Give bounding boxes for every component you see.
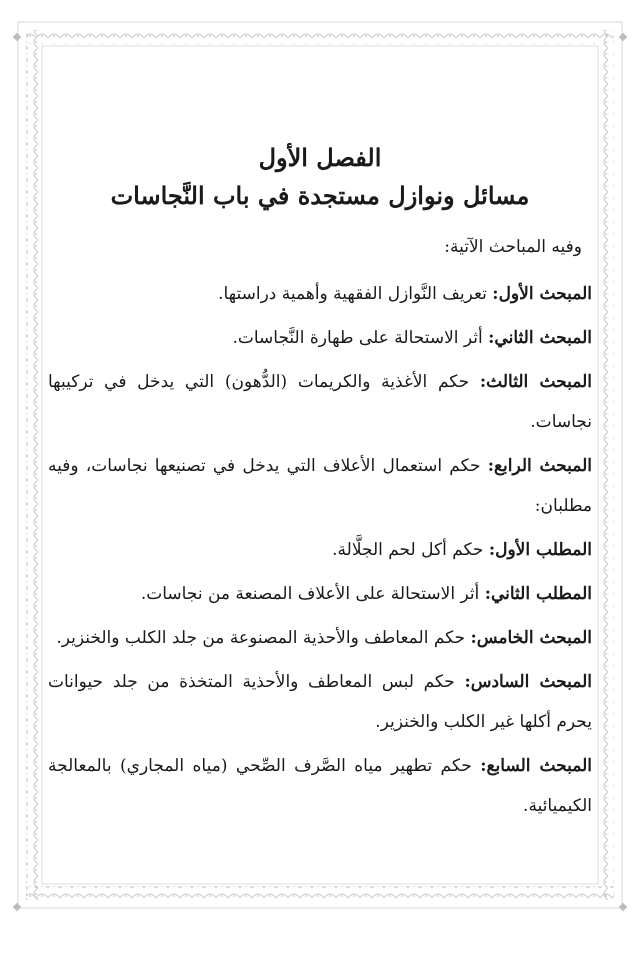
topic-label: المطلب الثاني: <box>484 584 592 604</box>
topic-text: حكم تطهير مياه الصَّرف الصِّحي (مياه المجاري) بالمعالجة الكيميائية. <box>48 756 592 816</box>
topic-text: أثر الاستحالة على طهارة النَّجاسات. <box>232 328 489 348</box>
chapter-title: الفصل الأول <box>258 143 382 172</box>
topic-item <box>48 318 592 358</box>
topic-text: أثر الاستحالة على الأعلاف المصنعة من نجاسات. <box>140 584 485 604</box>
topic-label: المبحث الخامس: <box>470 628 592 648</box>
topic-text: حكم استعمال الأعلاف التي يدخل في تصنيعها نجاسات، وفيه مطلبان: <box>48 456 592 516</box>
topic-text: حكم الأغذية والكريمات (الدُّهون) التي يدخل في تركيبها نجاسات. <box>48 372 592 432</box>
topic-item <box>48 746 592 826</box>
topic-item <box>48 446 592 526</box>
topic-text: حكم المعاطف والأحذية المصنوعة من جلد الكلب والخنزير. <box>56 628 471 648</box>
topic-item <box>48 662 592 742</box>
topic-label: المبحث الأول: <box>492 284 592 304</box>
topic-item <box>48 362 592 442</box>
content-area <box>48 140 592 830</box>
topic-label: المبحث الرابع: <box>487 456 592 476</box>
topic-label: المبحث السادس: <box>464 672 592 692</box>
topic-label: المبحث الثالث: <box>479 372 592 392</box>
topic-label: المبحث الثاني: <box>488 328 592 348</box>
topic-item <box>48 618 592 658</box>
topic-text: حكم أكل لحم الجلَّالة. <box>332 540 489 560</box>
intro-text: وفيه المباحث الآتية: <box>444 237 582 257</box>
topic-text: حكم لبس المعاطف والأحذية المتخذة من جلد حيوانات يحرم أكلها غير الكلب والخنزير. <box>48 672 592 732</box>
topic-item <box>48 530 592 570</box>
chapter-subtitle: مسائل ونوازل مستجدة في باب النَّجاسات <box>110 181 530 210</box>
topic-item <box>48 574 592 614</box>
topic-label: المطلب الأول: <box>488 540 592 560</box>
topic-item <box>48 274 592 314</box>
topic-text: تعريف النَّوازل الفقهية وأهمية دراستها. <box>218 284 493 304</box>
topic-label: المبحث السابع: <box>480 756 593 776</box>
